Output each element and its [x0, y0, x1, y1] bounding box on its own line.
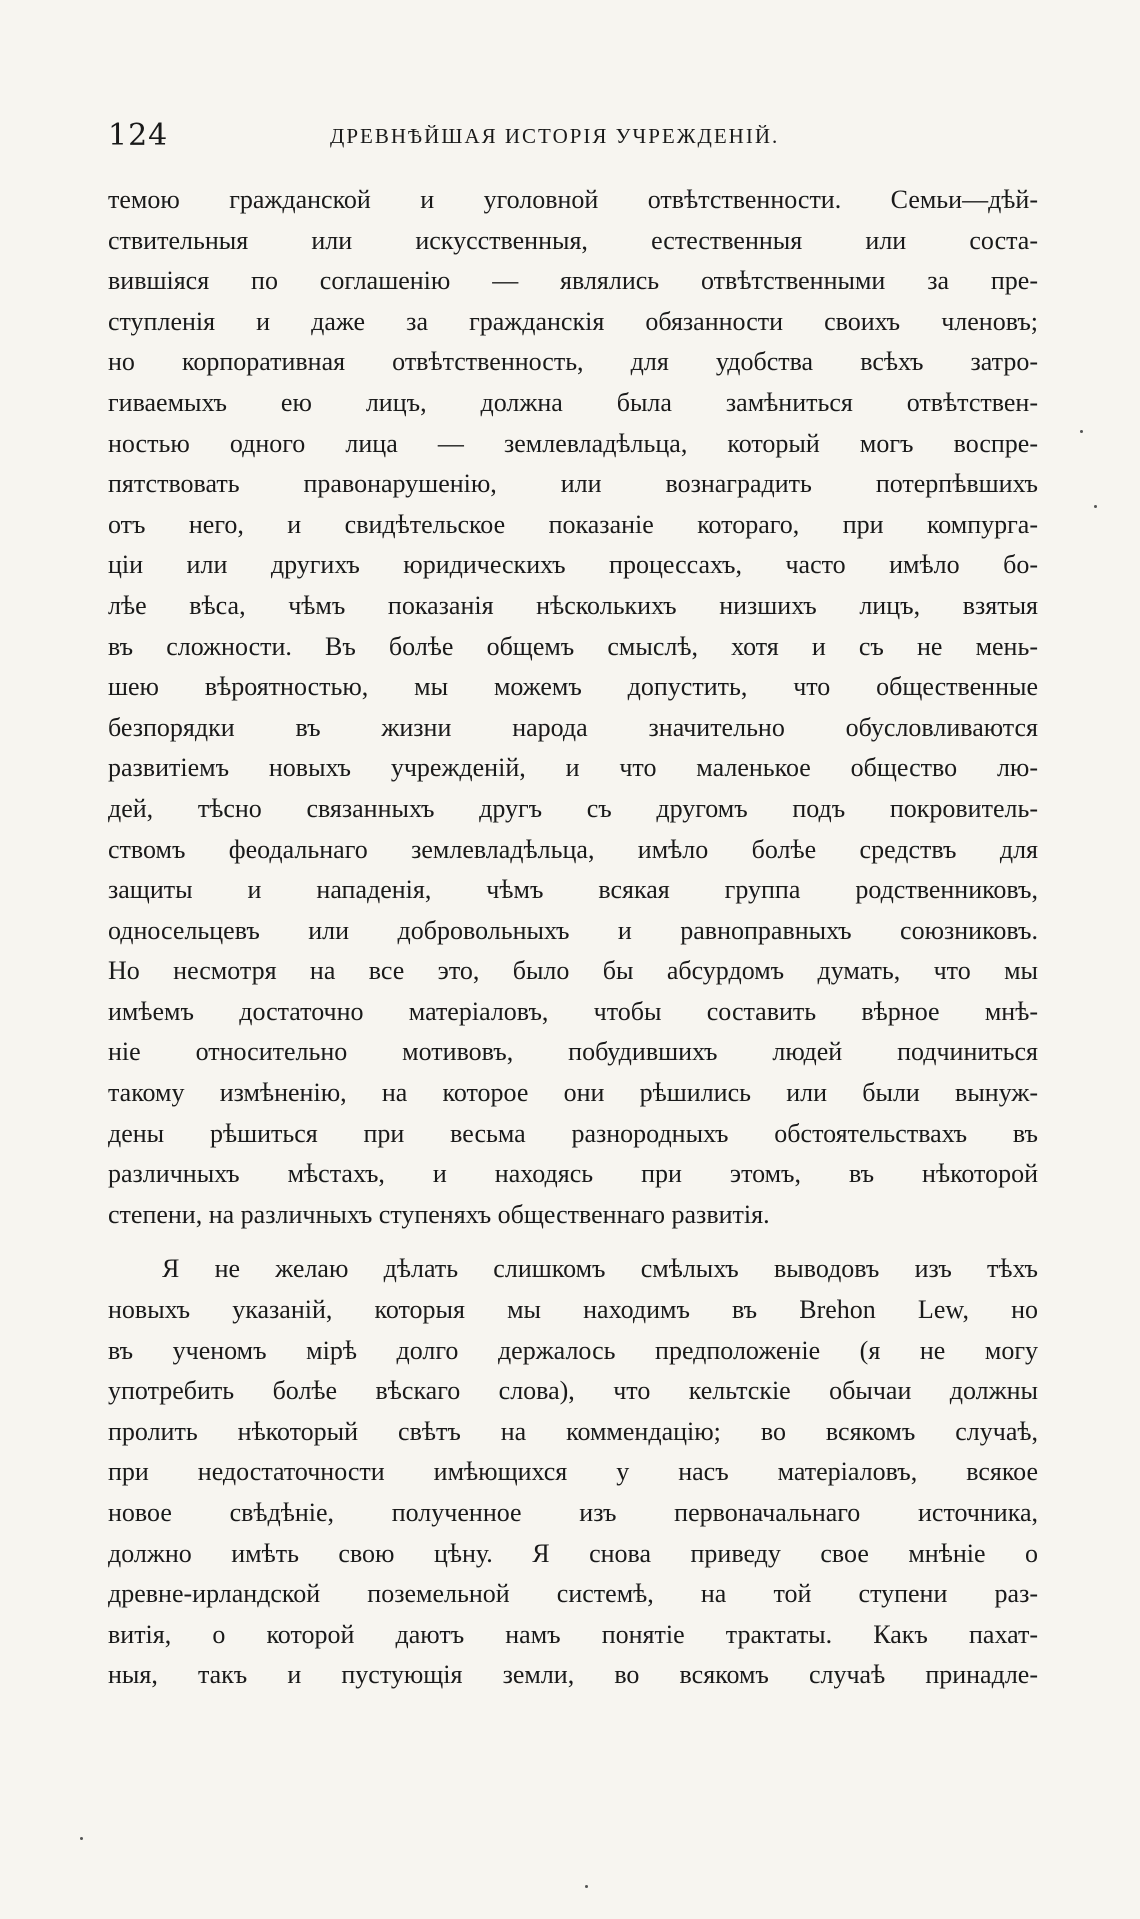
text-line: развитіемъ новыхъ учрежденій, и что маленькое общество лю-	[108, 753, 1038, 783]
page-number: 124	[108, 118, 169, 153]
text-line: витія, о которой даютъ намъ понятіе трактаты. Какъ пахат-	[108, 1619, 1038, 1649]
text-line: пролить нѣкоторый свѣтъ на коммендацію; во всякомъ случаѣ,	[108, 1416, 1038, 1446]
scan-speck	[1094, 505, 1097, 508]
paragraph-gap	[108, 1235, 1038, 1249]
text-line: но корпоративная отвѣтственность, для удобства всѣхъ затро-	[108, 347, 1038, 377]
text-line: защиты и нападенія, чѣмъ всякая группа родственниковъ,	[108, 875, 1038, 905]
text-line: ніе относительно мотивовъ, побудившихъ людей подчиниться	[108, 1037, 1038, 1067]
text-line: новое свѣдѣніе, полученное изъ первоначальнаго источника,	[108, 1498, 1038, 1527]
text-line: ціи или другихъ юридическихъ процессахъ, часто имѣло бо-	[108, 550, 1038, 580]
text-line: вившіяся по соглашенію — являлись отвѣтственными за пре-	[108, 266, 1038, 296]
text-line: гиваемыхъ ею лицъ, должна была замѣниться отвѣтствен-	[108, 387, 1038, 417]
text-line: имѣемъ достаточно матеріаловъ, чтобы составить вѣрное мнѣ-	[108, 996, 1038, 1026]
text-line: различныхъ мѣстахъ, и находясь при этомъ, въ нѣкоторой	[108, 1159, 1038, 1189]
text-line: отъ него, и свидѣтельское показаніе котораго, при компурга-	[108, 509, 1038, 539]
text-line: темою гражданской и уголовной отвѣтственности. Семьи—дѣй-	[108, 185, 1038, 214]
text-line: новыхъ указаній, которыя мы находимъ въ Brehon Lew, но	[108, 1295, 1038, 1325]
scan-speck	[80, 1837, 83, 1840]
text-line: безпорядки въ жизни народа значительно обусловливаются	[108, 712, 1038, 742]
text-line: такому измѣненію, на которое они рѣшились или были вынуж-	[108, 1078, 1038, 1108]
text-line: односельцевъ или добровольныхъ и равноправныхъ союзниковъ.	[108, 915, 1038, 945]
text-line: ностью одного лица — землевладѣльца, который могъ воспре-	[108, 428, 1038, 458]
text-line: пятствовать правонарушенію, или вознаградить потерпѣвшихъ	[108, 469, 1038, 499]
page-header	[108, 118, 1038, 162]
text-line: ствомъ феодальнаго землевладѣльца, имѣло болѣе средствъ для	[108, 834, 1038, 864]
text-line: степени, на различныхъ ступеняхъ общественнаго развитія.	[108, 1199, 770, 1229]
text-line: при недостаточности имѣющихся у насъ матеріаловъ, всякое	[108, 1457, 1038, 1487]
text-line: въ сложности. Въ болѣе общемъ смыслѣ, хотя и съ не мень-	[108, 631, 1038, 661]
body-text	[108, 180, 1038, 1696]
text-line: лѣе вѣса, чѣмъ показанія нѣсколькихъ низшихъ лицъ, взятыя	[108, 590, 1038, 620]
text-line: дены рѣшиться при весьма разнородныхъ обстоятельствахъ въ	[108, 1118, 1038, 1148]
text-line: древне-ирландской поземельной системѣ, на той ступени раз-	[108, 1579, 1038, 1609]
text-line: дей, тѣсно связанныхъ другъ съ другомъ подъ покровитель-	[108, 793, 1038, 823]
scan-speck	[1080, 430, 1083, 433]
text-line: ступленія и даже за гражданскія обязанности своихъ членовъ;	[108, 306, 1038, 336]
text-line: Я не желаю дѣлать слишкомъ смѣлыхъ выводовъ изъ тѣхъ	[162, 1254, 1038, 1284]
text-line: шею вѣроятностью, мы можемъ допустить, что общественные	[108, 672, 1038, 702]
text-line: ныя, такъ и пустующія земли, во всякомъ случаѣ принадле-	[108, 1660, 1038, 1690]
text-line: употребить болѣе вѣскаго слова), что кельтскіе обычаи должны	[108, 1376, 1038, 1406]
text-line: въ ученомъ мірѣ долго держалось предположеніе (я не могу	[108, 1335, 1038, 1365]
running-title: ДРЕВНѢЙШАЯ ИСТОРІЯ УЧРЕЖДЕНІЙ.	[330, 124, 780, 148]
text-line: Но несмотря на все это, было бы абсурдомъ думать, что мы	[108, 956, 1038, 986]
text-line: ствительныя или искусственныя, естественныя или соста-	[108, 225, 1038, 255]
text-line: должно имѣть свою цѣну. Я снова приведу свое мнѣніе о	[108, 1538, 1038, 1568]
scan-speck	[585, 1885, 588, 1888]
